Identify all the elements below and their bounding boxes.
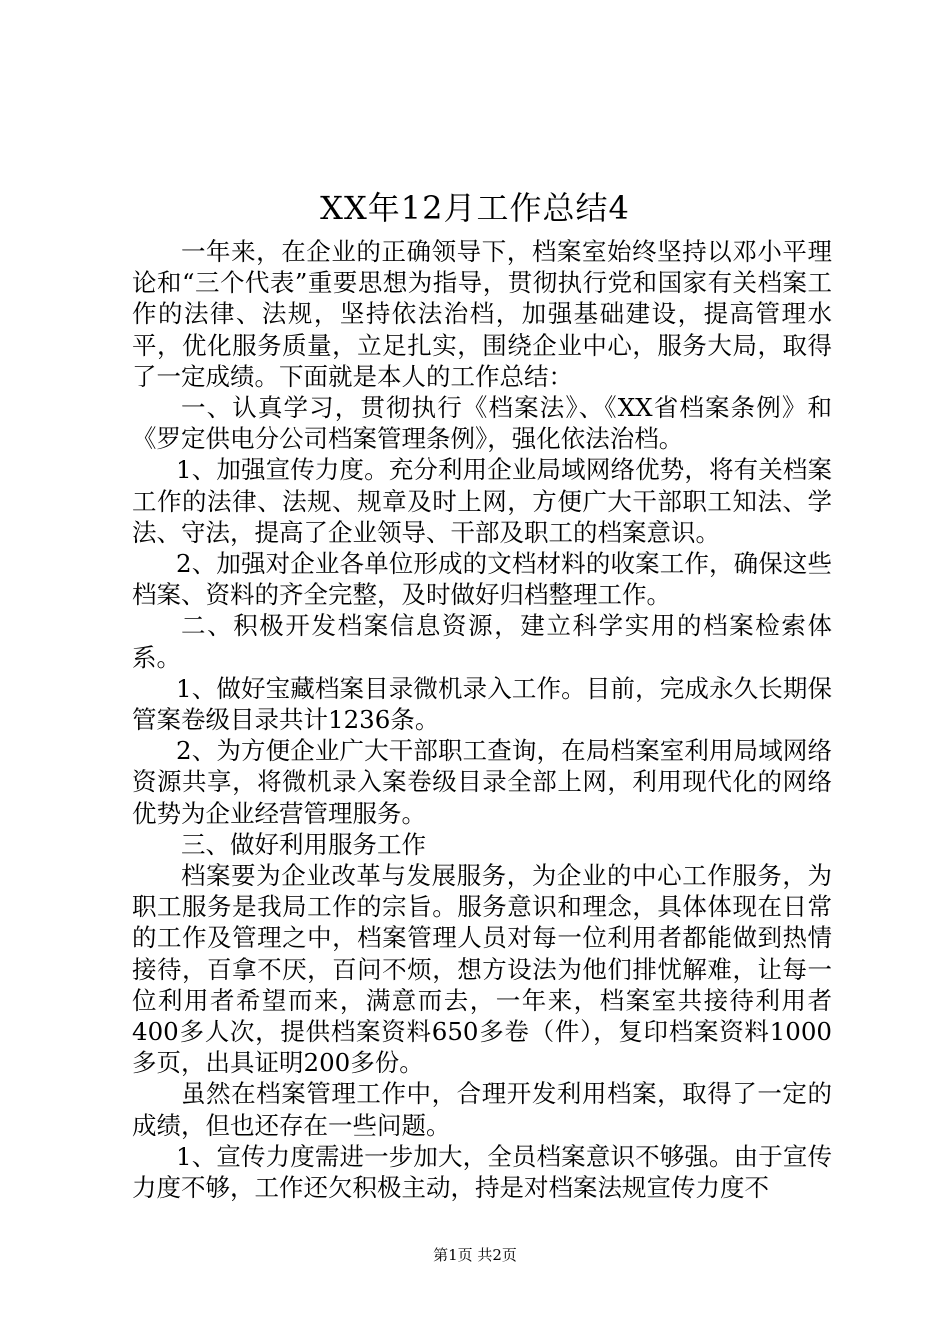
page-footer: 第1页 共2页 [433,1246,517,1264]
paragraph-section-2-item-2: 2、为方便企业广大干部职工查询，在局档案室利用局域网络资源共享，将微机录入案卷级目录全部上网，利用现代化的网络优势为企业经营管理服务。 [132,736,832,828]
paragraph-section-2-heading: 二、积极开发档案信息资源，建立科学实用的档案检索体系。 [132,611,832,672]
paragraph-section-3-body: 档案要为企业改革与发展服务，为企业的中心工作服务，为职工服务是我局工作的宗旨。服务意识和理念，具体体现在日常的工作及管理之中，档案管理人员对每一位利用者都能做到热情接待，百拿不厌，百问不烦，想方设法为他们排忧解难，让每一位利用者希望而来，满意而去，一年来，档案室共接待利用者400多人次，提供档案资料650多卷（件），复印档案资料1000多页，出具证明200多份。 [132,861,832,1078]
document-title: XX年12月工作总结4 [320,189,630,227]
paragraph-section-1-heading: 一、认真学习，贯彻执行《档案法》、《XX省档案条例》和《罗定供电分公司档案管理条例》，强化依法治档。 [132,393,832,454]
paragraph-section-1-item-1: 1、加强宣传力度。充分利用企业局域网络优势，将有关档案工作的法律、法规、规章及时上网，方便广大干部职工知法、学法、守法，提高了企业领导、干部及职工的档案意识。 [132,455,832,547]
paragraph-intro: 一年来，在企业的正确领导下，档案室始终坚持以邓小平理论和“三个代表”重要思想为指导，贯彻执行党和国家有关档案工作的法律、法规，坚持依法治档，加强基础建设，提高管理水平，优化服务质量，立足扎实，围绕企业中心，服务大局，取得了一定成绩。下面就是本人的工作总结： [132,237,832,391]
paragraph-section-2-item-1: 1、做好宝藏档案目录微机录入工作。目前，完成永久长期保管案卷级目录共计1236条。 [132,673,832,735]
document-body [132,236,832,1203]
paragraph-section-1-item-2: 2、加强对企业各单位形成的文档材料的收案工作，确保这些档案、资料的齐全完整，及时做好归档整理工作。 [132,549,832,610]
paragraph-section-3-heading: 三、做好利用服务工作 [181,829,426,859]
paragraph-problem-1: 1、宣传力度需进一步加大，全员档案意识不够强。由于宣传力度不够，工作还欠积极主动，持是对档案法规宣传力度不 [132,1141,832,1203]
paragraph-problems-intro: 虽然在档案管理工作中，合理开发利用档案，取得了一定的成绩，但也还存在一些问题。 [132,1079,832,1140]
